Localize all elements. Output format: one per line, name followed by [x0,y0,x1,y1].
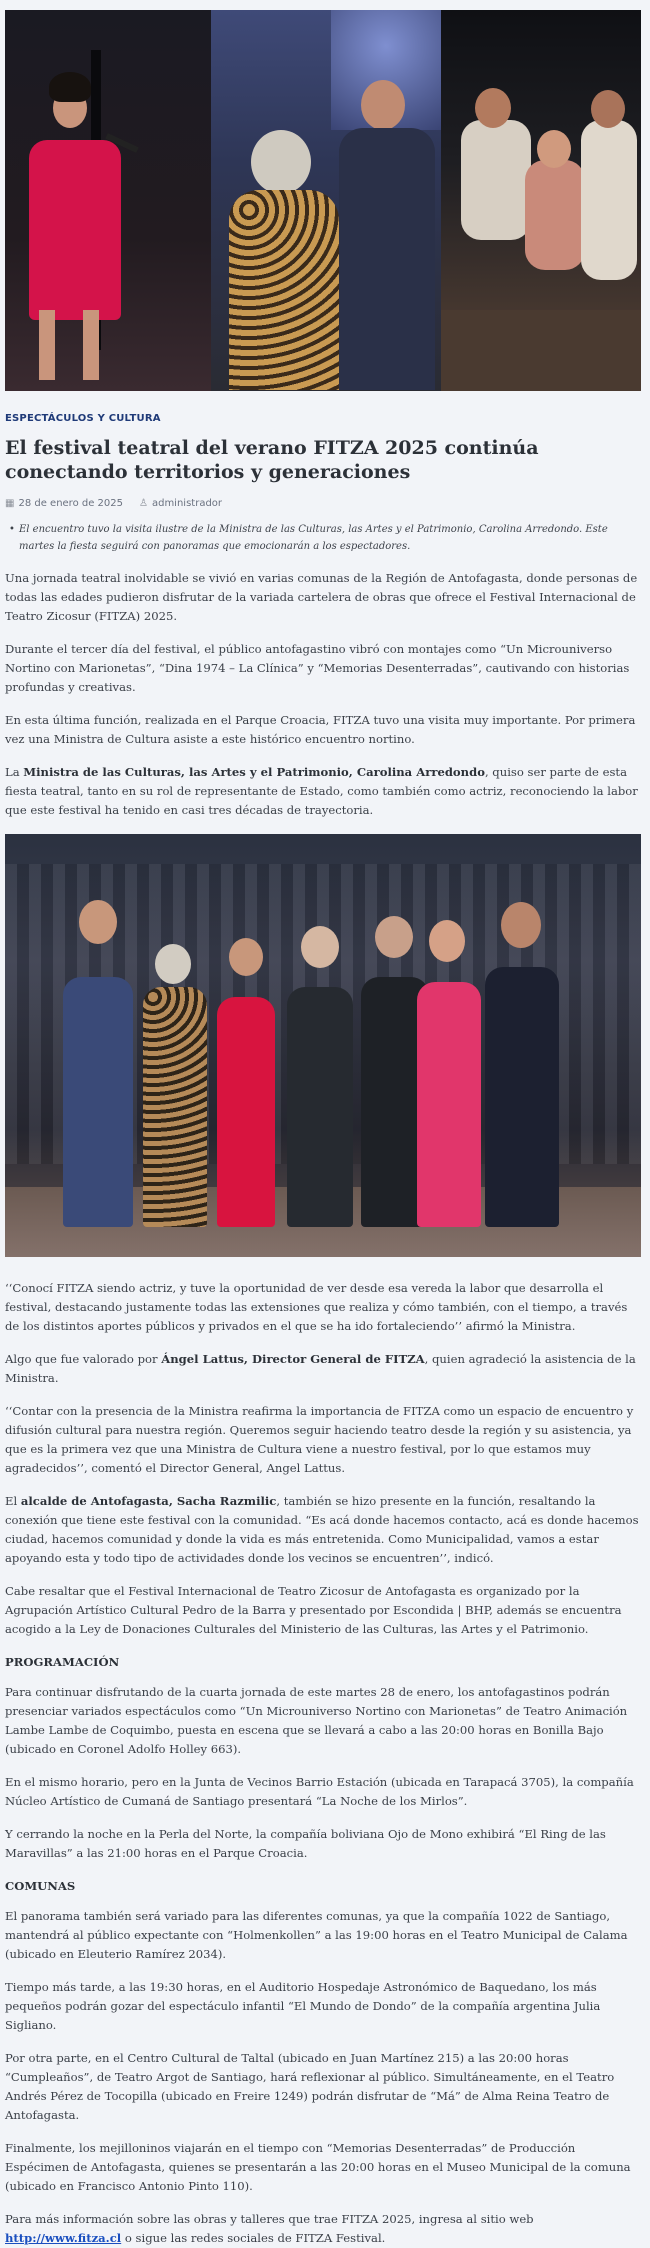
section-heading-comunas: COMUNAS [5,1879,76,1893]
text-span: Para más información sobre las obras y talleres que trae FITZA 2025, ingresa al sitio web [5,2212,534,2226]
article-summary [9,521,642,555]
text-span: El [5,1494,21,1508]
calendar-icon: ▦ [5,498,15,509]
summary-text: El encuentro tuvo la visita ilustre de la Ministra de las Culturas, las Artes y el Patrimonio, Carolina Arredondo. Este martes la fiesta seguirá con panoramas que emocionarán a los espectadores. [19,524,608,552]
paragraph-5: ‘‘Conocí FITZA siendo actriz, y tuve la oportunidad de ver desde esa vereda la labor que desarrolla el festival, destacando justamente todas las extensiones que realiza y cómo también, con el tiempo, a través de los distintos aportes públicos y privados en el que se ha ido fortaleciendo’’ afirmó la Ministra. [5,1281,628,1333]
paragraph-6 [5,1350,642,1388]
article-date: 28 de enero de 2025 [18,498,123,509]
paragraph-14: Tiempo más tarde, a las 19:30 horas, en el Auditorio Hospedaje Astronómico de Baquedano, los más pequeños podrán gozar del espectáculo infantil “El Mundo de Dondo” de la compañía argentina Julia Sigliano. [5,1980,601,2032]
paragraph-16: Finalmente, los mejilloninos viajarán en el tiempo con “Memorias Desenterradas” de Producción Espécimen de Antofagasta, quienes se presentarán a las 20:00 horas en el Museo Municipal de la comuna (ubicado en Francisco Antonio Pinto 110). [5,2141,631,2193]
paragraph-7: ‘‘Contar con la presencia de la Ministra reafirma la importancia de FITZA como un espacio de encuentro y difusión cultural para nuestra región. Queremos seguir haciendo teatro desde la región y su asistencia, ya que es la primera vez que una Ministra de Cultura viene a nuestro festival, por lo que estamos muy agradecidos’’, comentó el Director General, Angel Lattus. [5,1404,634,1475]
user-icon: ♙ [139,498,148,509]
photo-audience-members [211,10,441,391]
paragraph-10: Para continuar disfrutando de la cuarta jornada de este martes 28 de enero, los antofagastinos podrán presenciar variados espectáculos como “Un Microuniverso Nortino con Marionetas” de Teatro Animación Lambe Lambe de Coquimbo, puesta en escena que se llevará a cabo a las 20:00 horas en Bonilla Bajo (ubicado en Coronel Adolfo Holley 663). [5,1685,628,1756]
text-span: , también se hizo presente en la función, resaltando la conexión que tiene este festival con la comunidad. “Es acá donde hacemos contacto, acá es donde hacemos ciudad, hacemos comunidad y donde la vida es más entretenida. Como Municipalidad, vamos a estar apoyando esta y todo tipo de actividades donde los vecinos se encuentren’’, indicó. [5,1494,639,1565]
bold-text: Ángel Lattus, Director General de FITZA [161,1352,425,1366]
text-span: , quien agradeció la asistencia de la Ministra. [5,1352,636,1385]
section-heading-programacion: PROGRAMACIÓN [5,1655,120,1669]
article-category[interactable]: ESPECTÁCULOS Y CULTURA [5,413,161,424]
photo-stage-performance [441,10,641,391]
text-span: Algo que fue valorado por [5,1352,162,1366]
paragraph-3: En esta última función, realizada en el Parque Croacia, FITZA tuvo una visita muy importante. Por primera vez una Ministra de Cultura asiste a este histórico encuentro nortino. [5,713,636,746]
paragraph-11: En el mismo horario, pero en la Junta de Vecinos Barrio Estación (ubicada en Tarapacá 3705), la compañía Núcleo Artístico de Cumaná de Santiago presentará “La Noche de los Mirlos”. [5,1775,634,1808]
paragraph-12: Y cerrando la noche en la Perla del Norte, la compañía boliviana Ojo de Mono exhibirá “El Ring de las Maravillas” a las 21:00 horas en el Parque Croacia. [5,1827,606,1860]
article-author[interactable]: administrador [151,498,223,509]
bold-text: Ministra de las Culturas, las Artes y el Patrimonio, Carolina Arredondo [23,765,485,779]
photo-minister-speaking [5,10,211,391]
paragraph-8 [5,1492,642,1568]
hero-photo-collage [5,10,641,391]
bullet-icon: • [9,524,15,535]
paragraph-17 [5,2210,642,2248]
article-title: El festival teatral del verano FITZA 2025 continúa conectando territorios y generaciones [5,437,539,483]
paragraph-13: El panorama también será variado para las diferentes comunas, ya que la compañía 1022 de Santiago, mantendrá al público expectante con “Holmenkollen” a las 19:00 horas en el Teatro Municipal de Calama (ubicado en Eleuterio Ramírez 2034). [5,1909,628,1961]
paragraph-15: Por otra parte, en el Centro Cultural de Taltal (ubicado en Juan Martínez 215) a las 20:00 horas “Cumpleaños”, de Teatro Argot de Santiago, hará reflexionar al público. Simultáneamente, en el Teatro Andrés Pérez de Tocopilla (ubicado en Freire 1249) podrán disfrutar de “Má” de Alma Reina Teatro de Antofagasta. [5,2051,615,2122]
paragraph-2: Durante el tercer día del festival, el público antofagastino vibró con montajes como “Un Microuniverso Nortino con Marionetas”, “Dina 1974 – La Clínica” y “Memorias Desenterradas”, cautivando con historias profundas y creativas. [5,642,630,694]
text-span: , quiso ser parte de esta fiesta teatral, tanto en su rol de representante de Estado, como también como actriz, reconociendo la labor que este festival ha tenido en casi tres décadas de trayectoria. [5,765,638,817]
article-meta [5,498,642,509]
paragraph-9: Cabe resaltar que el Festival Internacional de Teatro Zicosur de Antofagasta es organizado por la Agrupación Artístico Cultural Pedro de la Barra y presentado por Escondida | BHP, además se encuentra acogido a la Ley de Donaciones Culturales del Ministerio de las Culturas, las Artes y el Patrimonio. [5,1584,622,1636]
paragraph-4 [5,763,642,820]
text-span: o sigue las redes sociales de FITZA Festival. [121,2231,386,2245]
group-photo [5,834,641,1257]
bold-text: alcalde de Antofagasta, Sacha Razmilic [20,1494,277,1508]
text-span: La [5,765,24,779]
paragraph-1: Una jornada teatral inolvidable se vivió en varias comunas de la Región de Antofagasta, donde personas de todas las edades pudieron disfrutar de la variada cartelera de obras que ofrece el Festival Internacional de Teatro Zicosur (FITZA) 2025. [5,571,638,623]
fitza-website-link[interactable]: http://www.fitza.cl [5,2231,122,2245]
